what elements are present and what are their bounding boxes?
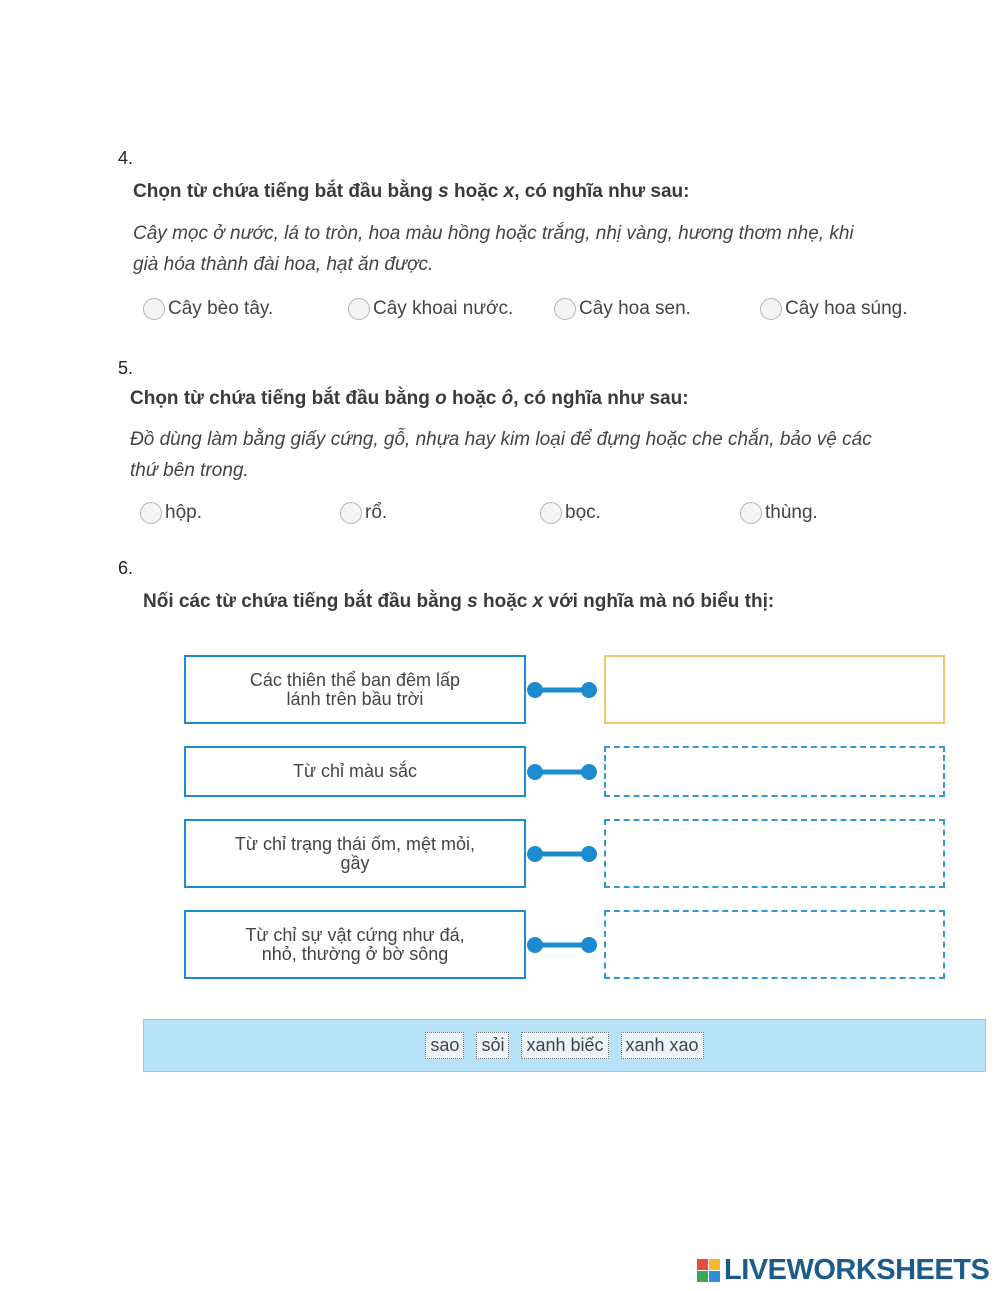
word-chip-soi[interactable]: sỏi [476, 1032, 509, 1059]
question-5-description-line: Đồ dùng làm bằng giấy cứng, gỗ, nhựa hay kim loại để đựng hoặc che chắn, bảo vệ các [130, 429, 872, 450]
question-5-description [130, 424, 980, 486]
question-4-option-2[interactable] [348, 298, 513, 320]
word-chip-sao[interactable]: sao [425, 1032, 464, 1059]
connector-2 [527, 763, 597, 781]
drop-target-1[interactable] [604, 655, 945, 724]
radio-button[interactable] [140, 502, 162, 524]
question-6-prompt: Nối các từ chứa tiếng bắt đầu bằng s hoặc x với nghĩa mà nó biểu thị: [143, 591, 775, 612]
option-label: Cây hoa súng. [785, 298, 908, 319]
question-5-description-line: thứ bên trong. [130, 460, 249, 481]
word-chip-xanh-xao[interactable]: xanh xao [621, 1032, 704, 1059]
radio-button[interactable] [340, 502, 362, 524]
question-5-option-1[interactable] [140, 502, 202, 524]
question-4-option-3[interactable] [554, 298, 691, 320]
radio-button[interactable] [348, 298, 370, 320]
option-label: hộp. [165, 502, 202, 523]
option-label: rổ. [365, 502, 388, 523]
question-4-option-1[interactable] [143, 298, 273, 320]
option-label: Cây hoa sen. [579, 298, 691, 319]
question-6-number: 6. [118, 558, 134, 578]
meaning-line: nhỏ, thường ở bờ sông [261, 943, 449, 964]
question-4-description-line: già hóa thành đài hoa, hạt ăn được. [133, 254, 434, 275]
liveworksheets-logo [697, 1254, 989, 1287]
meaning-line: Từ chỉ màu sắc [292, 761, 418, 781]
radio-button[interactable] [143, 298, 165, 320]
connector-4 [527, 936, 597, 954]
option-label: Cây khoai nước. [373, 298, 514, 319]
drop-target-4[interactable] [604, 910, 945, 979]
meaning-line: Từ chỉ sự vật cứng như đá, [245, 924, 465, 945]
word-chip-xanh-biec[interactable]: xanh biếc [521, 1032, 608, 1059]
meaning-line: gầy [340, 852, 370, 873]
meaning-box-3 [184, 819, 526, 888]
drop-target-2[interactable] [604, 746, 945, 797]
meaning-box-2 [184, 746, 526, 797]
question-5-option-3[interactable] [540, 502, 601, 524]
word-bank [143, 1019, 986, 1072]
meaning-box-1 [184, 655, 526, 724]
option-label: Cây bèo tây. [168, 298, 274, 319]
question-5-option-4[interactable] [740, 502, 818, 524]
meaning-line: lánh trên bầu trời [286, 688, 424, 709]
meaning-line: Từ chỉ trạng thái ốm, mệt mỏi, [234, 833, 476, 854]
connector-1 [527, 681, 597, 699]
radio-button[interactable] [540, 502, 562, 524]
question-5-prompt: Chọn từ chứa tiếng bắt đầu bằng o hoặc ô, có nghĩa như sau: [130, 388, 689, 409]
option-label: bọc. [565, 502, 601, 523]
radio-button[interactable] [554, 298, 576, 320]
meaning-box-4 [184, 910, 526, 979]
logo-mark-icon [697, 1259, 720, 1282]
option-label: thùng. [765, 502, 818, 523]
meaning-line: Các thiên thể ban đêm lấp [249, 669, 461, 690]
drop-target-3[interactable] [604, 819, 945, 888]
question-4-description-line: Cây mọc ở nước, lá to tròn, hoa màu hồng hoặc trắng, nhị vàng, hương thơm nhẹ, khi [133, 223, 854, 244]
question-4-number: 4. [118, 148, 134, 168]
question-4-prompt: Chọn từ chứa tiếng bắt đầu bằng s hoặc x, có nghĩa như sau: [133, 181, 690, 202]
logo-text: LIVEWORKSHEETS [724, 1254, 990, 1286]
question-5-option-2[interactable] [340, 502, 387, 524]
question-4-description [133, 218, 983, 280]
connector-3 [527, 845, 597, 863]
question-4-option-4[interactable] [760, 298, 908, 320]
radio-button[interactable] [760, 298, 782, 320]
question-5-number: 5. [118, 358, 134, 378]
radio-button[interactable] [740, 502, 762, 524]
